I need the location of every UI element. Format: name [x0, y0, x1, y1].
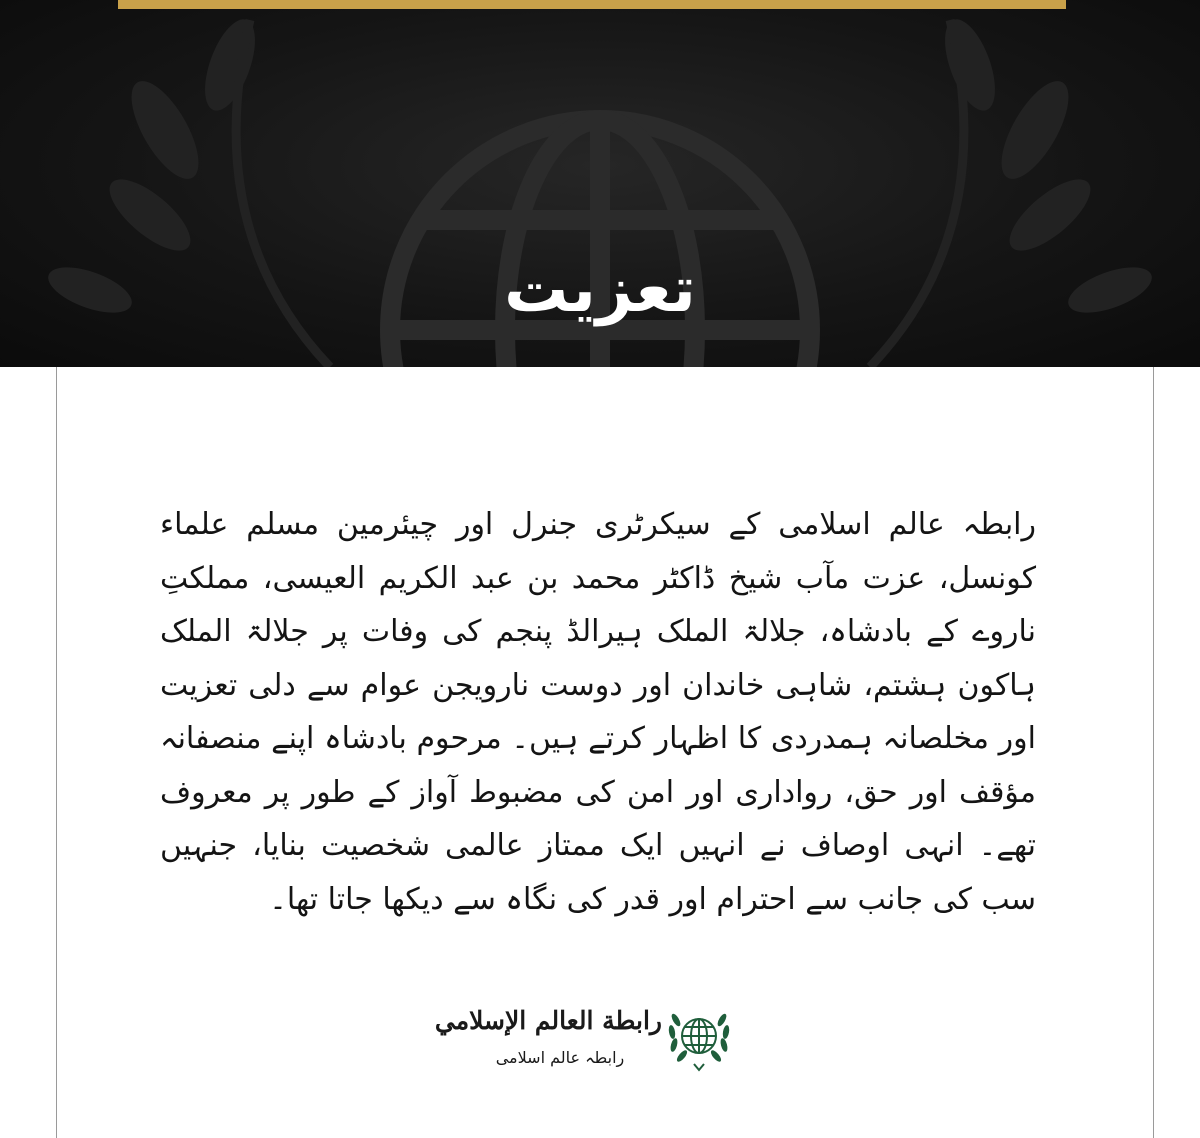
page-title: تعزیت — [504, 253, 696, 327]
header-banner — [0, 0, 1200, 367]
frame-left-border — [56, 367, 57, 1138]
globe-wreath-icon — [666, 998, 732, 1072]
gold-accent-bar — [118, 0, 1066, 9]
frame-right-border — [1153, 367, 1154, 1138]
organization-logo — [434, 996, 734, 1082]
condolence-message: رابطہ عالم اسلامی کے سیکرٹری جنرل اور چیئرمین مسلم علماء کونسل، عزت مآب شیخ ڈاکٹر محمد بن عبد الکریم العیسی، مملکتِ ناروے کے بادشاہ، جلالۃ الملک ہیرالڈ پنجم کی وفات پر جلالۃ الملک ہاکون ہشتم، شاہی خاندان اور دوست نارویجن عوام سے دلی تعزیت اور مخلصانہ ہمدردی کا اظہار کرتے ہیں۔ مرحوم بادشاہ اپنے منصفانہ مؤقف اور حق، رواداری اور امن کی مضبوط آواز کے طور پر معروف تھے۔ انہی اوصاف نے انہیں ایک ممتاز عالمی شخصیت بنایا، جنہیں سب کی جانب سے احترام اور قدر کی نگاہ سے دیکھا جاتا تھا۔ — [160, 507, 1036, 917]
logo-urdu-name: رابطہ عالم اسلامی — [495, 1048, 625, 1067]
logo-arabic-name: رابطة العالم الإسلامي — [434, 1006, 662, 1035]
